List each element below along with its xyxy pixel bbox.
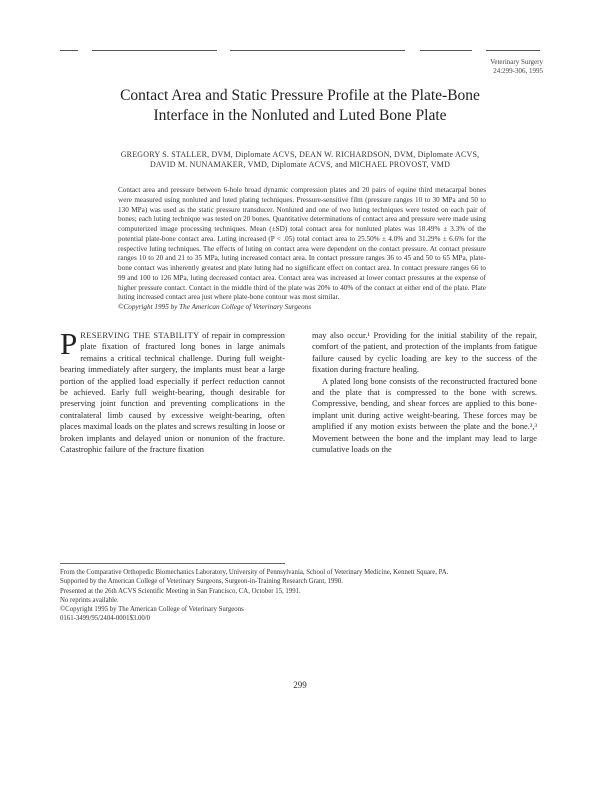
journal-name: Veterinary Surgery <box>490 58 543 66</box>
author-list <box>60 150 540 170</box>
abstract-text: Contact area and pressure between 6-hole broad dynamic compression plates and 20 pairs of equine third metacarpal bones were measured using nonluted and luted plating techniques. Pressure-sensitive film (pressure ranges 10 to 30 MPa and 50 to 130 MPa) was used as the static pressure transducer. Nonluted and one of two luting techniques were tested on each pair of bones; each luting technique was tested on 20 bones. Quantitative determinations of contact area and pressure were made using computerized image processing techniques. Mean (±SD) total contact area for nonluted plates was 18.49% ± 3.3% of the potential plate-bone contact area. Luting increased (P < .05) total contact area to 25.50% ± 4.0% and 31.29% ± 6.6% for the respective luting techniques. The effects of luting on contact area were dependent on the contact pressure. At contact pressure ranges 10 to 20 and 21 to 35 MPa, luting increased contact area. In contact pressure ranges 36 to 45 and 50 to 65 MPa, plate-bone contact was inherently greatest and plate luting had no significant effect on contact area. In contact pressure ranges 66 to 99 and 100 to 126 MPa, luting decreased contact area. Contact area was increased at lower contact pressures at the expense of higher pressure contact. Contact in the middle third of the plate was 20% to 40% of the contact at either end of the plate. Plate luting increased contact area just where plate-bone contour was most similar. <box>118 186 486 302</box>
journal-citation <box>490 58 543 76</box>
body-column-right <box>312 330 537 455</box>
header-rule-3 <box>230 50 405 51</box>
authors-line-1: GREGORY S. STALLER, DVM, Diplomate ACVS, DEAN W. RICHARDSON, DVM, Diplomate ACVS, <box>120 150 480 159</box>
header-rule-5 <box>486 50 540 51</box>
body-column-left <box>60 326 285 455</box>
footnotes <box>60 568 540 624</box>
abstract-copyright: ©Copyright 1995 by The American College of Veterinary Surgeons <box>118 303 312 311</box>
journal-issue: 24:299-306, 1995 <box>493 67 543 75</box>
footnote-copyright: ©Copyright 1995 by The American College of Veterinary Surgeons <box>60 606 244 614</box>
footnote-support: Supported by the American College of Veterinary Surgeons, Surgeon-in-Training Research Grant, 1990. <box>60 578 343 586</box>
left-paragraph-text: of repair in compression plate fixation of fractured long bones in large animals remains a critical technical challenge. During full weight-bearing immediately after surgery, the implants must bear a large portion of the applied load especially if perfect reduction cannot be achieved. Early full weight-bearing, though desirable for preserving joint function and preventing complications in the contralateral limb caused by excessive weight-bearing, often places maximal loads on the plates and screws resulting in loose or broken implants and delayed union or nonunion of the fracture. Catastrophic failure of the fracture fixation <box>60 331 285 455</box>
footnote-reprints: No reprints available. <box>60 596 119 604</box>
right-paragraph-2: A plated long bone consists of the reconstructed fractured bone and the plate that is compressed to the bone with screws. Compressive, bending, and shear forces are applied to this bone-implant unit during active weight-bearing. These forces may be amplified if any motion exists between the plate and the bone.²,³ Movement between the bone and the implant may lead to large cumulative loads on the <box>312 376 537 455</box>
footnote-rule <box>60 563 285 564</box>
header-rule-4 <box>420 50 472 51</box>
page-number: 299 <box>293 680 307 690</box>
title-line-1: Contact Area and Static Pressure Profile at the Plate-Bone <box>120 87 480 104</box>
right-paragraph-1: may also occur.¹ Providing for the initial stability of the repair, comfort of the patient, and protection of the implants from fatigue failure caused by cyclic loading are key to the success of the fixation during fracture healing. <box>312 331 537 375</box>
header-rule-1 <box>60 50 78 51</box>
footnote-affiliation: From the Comparative Orthopedic Biomechanics Laboratory, University of Pennsylvania, School of Veterinary Medicine, Kennett Square, PA. <box>60 569 449 576</box>
title-line-2: Interface in the Nonluted and Luted Bone Plate <box>153 107 447 124</box>
authors-line-2: DAVID M. NUNAMAKER, VMD, Diplomate ACVS, and MICHAEL PROVOST, VMD <box>149 160 451 169</box>
footnote-presented: Presented at the 26th ACVS Scientific Meeting in San Francisco, CA, October 15, 1991. <box>60 587 301 595</box>
body-paragraph <box>60 326 285 455</box>
footnote-code: 0161-3499/95/2404-0001$3.00/0 <box>60 615 151 623</box>
header-rule-2 <box>92 50 217 51</box>
abstract <box>118 186 486 313</box>
article-title <box>60 86 540 126</box>
drop-cap: P <box>60 326 78 361</box>
lead-in: RESERVING THE STABILITY <box>80 331 200 340</box>
